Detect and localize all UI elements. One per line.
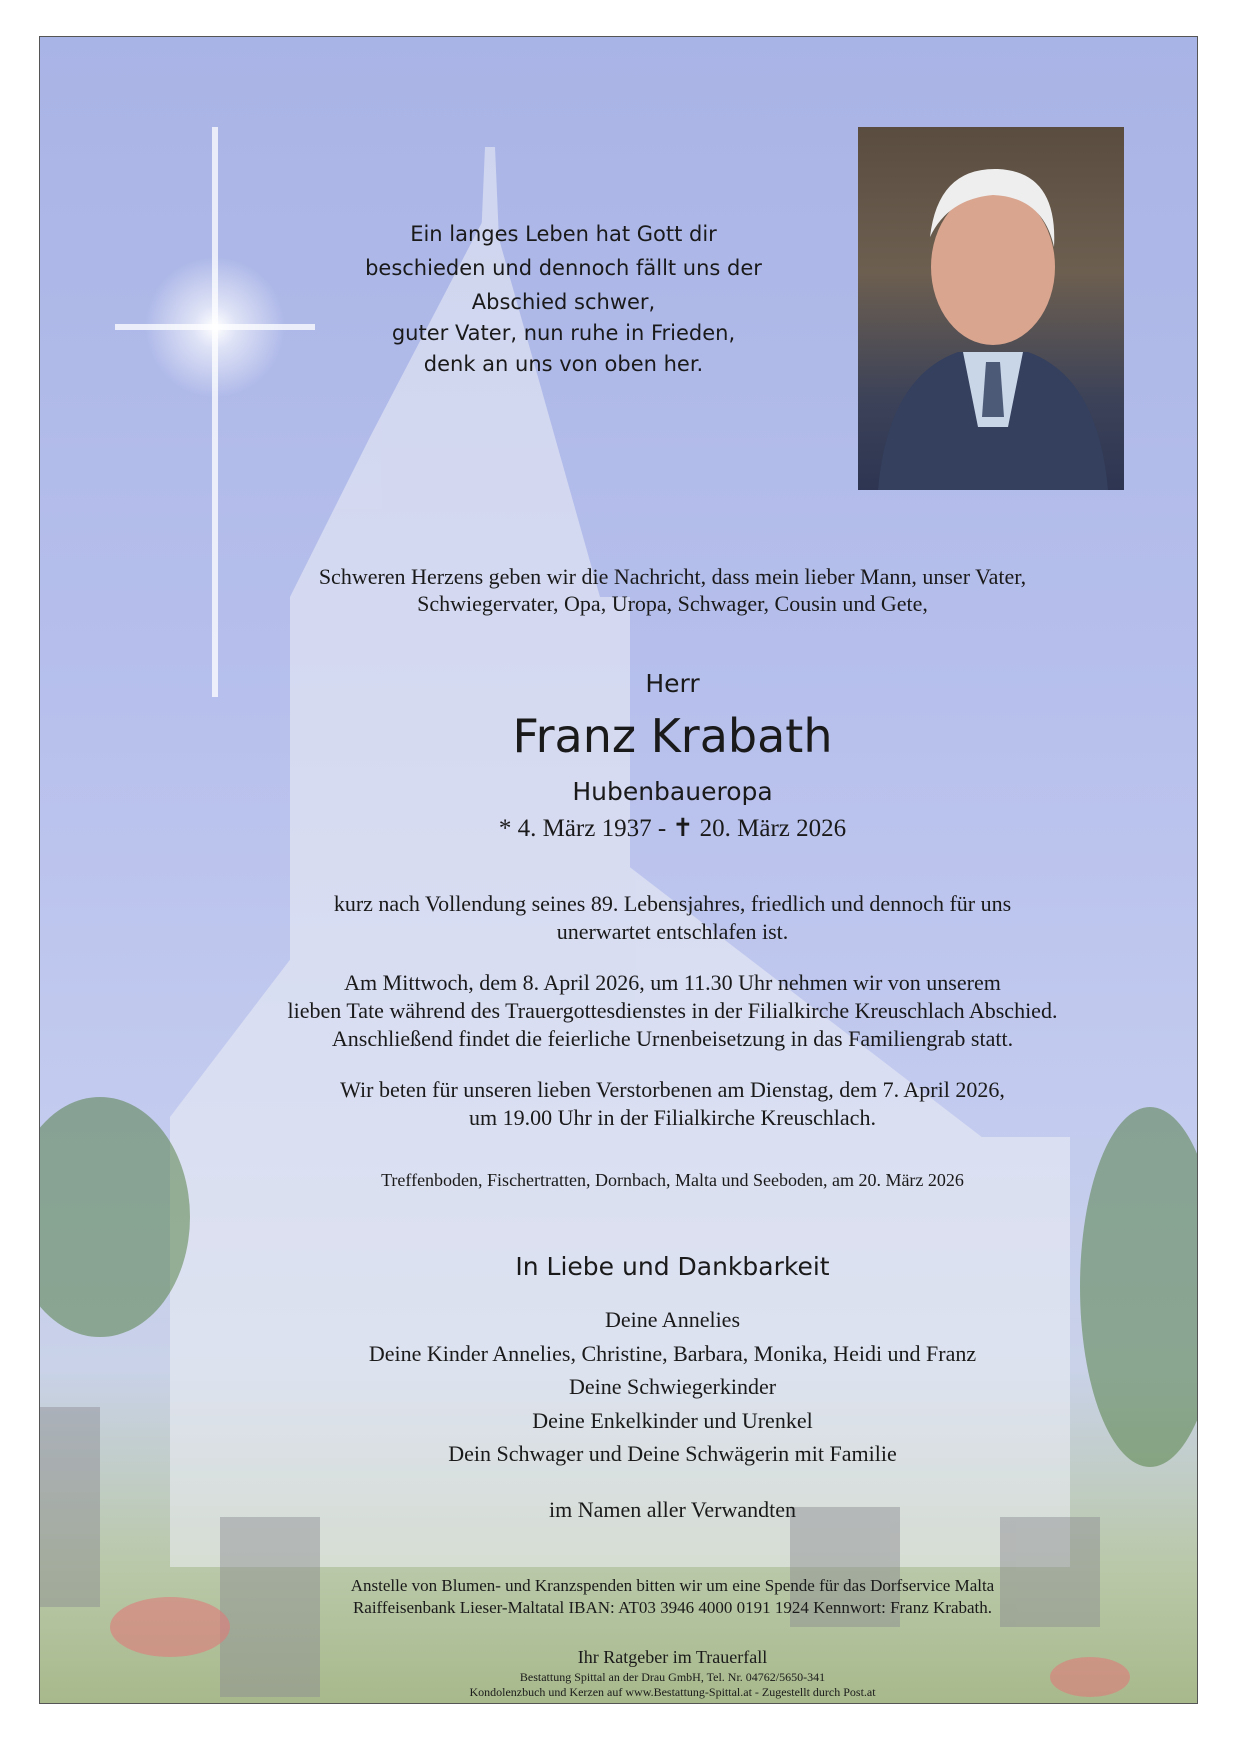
life-dates: * 4. März 1937 - ✝ 20. März 2026 [498, 815, 847, 842]
poem-line: Ein langes Leben hat Gott dir [410, 222, 717, 246]
closing-heading: In Liebe und Dankbarkeit [515, 1252, 830, 1281]
obituary-notice [39, 36, 1198, 1704]
family-line: Deine Schwiegerkinder [568, 1374, 777, 1399]
text-line: Wir beten für unseren lieben Verstorbenen am Dienstag, dem 7. April 2026, [340, 1077, 1005, 1102]
paragraph-death [94, 890, 1198, 946]
footer-title: Ihr Ratgeber im Trauerfall [577, 1647, 768, 1667]
text-line: lieben Tate während des Trauergottesdienstes in der Filialkirche Kreuschlach Abschied. [287, 998, 1058, 1023]
intro-text [94, 563, 1198, 617]
poem-line: guter Vater, nun ruhe in Frieden, [391, 321, 736, 345]
honorific: Herr [645, 669, 700, 698]
intro-line: Schweren Herzens geben wir die Nachricht, dass mein lieber Mann, unser Vater, [318, 564, 1027, 589]
text-line: um 19.00 Uhr in der Filialkirche Kreuschlach. [469, 1105, 876, 1130]
footer-company: Bestattung Spittal an der Drau GmbH, Tel. Nr. 04762/5650-341 [519, 1670, 826, 1684]
poem-line: denk an uns von oben her. [423, 352, 704, 376]
poem [39, 217, 1142, 381]
family-line: Dein Schwager und Deine Schwägerin mit Familie [448, 1441, 897, 1466]
paragraph-funeral [94, 969, 1198, 1053]
text-line: unerwartet entschlafen ist. [556, 919, 789, 944]
deceased-name: Franz Krabath [512, 709, 833, 763]
text-line: kurz nach Vollendung seines 89. Lebensjahres, friedlich und dennoch für uns [333, 891, 1012, 916]
family-line: Deine Annelies [604, 1307, 741, 1332]
footer-web: Kondolenzbuch und Kerzen auf www.Bestattung-Spittal.at - Zugestellt durch Post.at [469, 1685, 876, 1699]
donation-note [94, 1575, 1198, 1619]
relatives: im Namen aller Verwandten [548, 1497, 796, 1522]
paragraph-prayer [94, 1076, 1198, 1132]
place-date: Treffenboden, Fischertratten, Dornbach, Malta und Seeboden, am 20. März 2026 [381, 1170, 964, 1190]
donation-line: Anstelle von Blumen- und Kranzspenden bitten wir um eine Spende für das Dorfservice Malta [350, 1576, 995, 1595]
intro-line: Schwiegervater, Opa, Uropa, Schwager, Cousin und Gete, [417, 591, 928, 616]
family-line: Deine Enkelkinder und Urenkel [532, 1407, 813, 1433]
text-line: Anschließend findet die feierliche Urnenbeisetzung in das Familiengrab statt. [331, 1026, 1014, 1051]
nickname: Hubenbaueropa [572, 777, 773, 806]
poem-line: beschieden und dennoch fällt uns der [365, 256, 762, 280]
family-list [94, 1303, 1198, 1471]
donation-line: Raiffeisenbank Lieser-Maltatal IBAN: AT03 3946 4000 0191 1924 Kennwort: Franz Krabath. [352, 1598, 993, 1617]
family-line: Deine Kinder Annelies, Christine, Barbara, Monika, Heidi und Franz [368, 1340, 977, 1366]
text-line: Am Mittwoch, dem 8. April 2026, um 11.30 Uhr nehmen wir von unserem [344, 970, 1001, 995]
poem-line: Abschied schwer, [471, 290, 656, 314]
